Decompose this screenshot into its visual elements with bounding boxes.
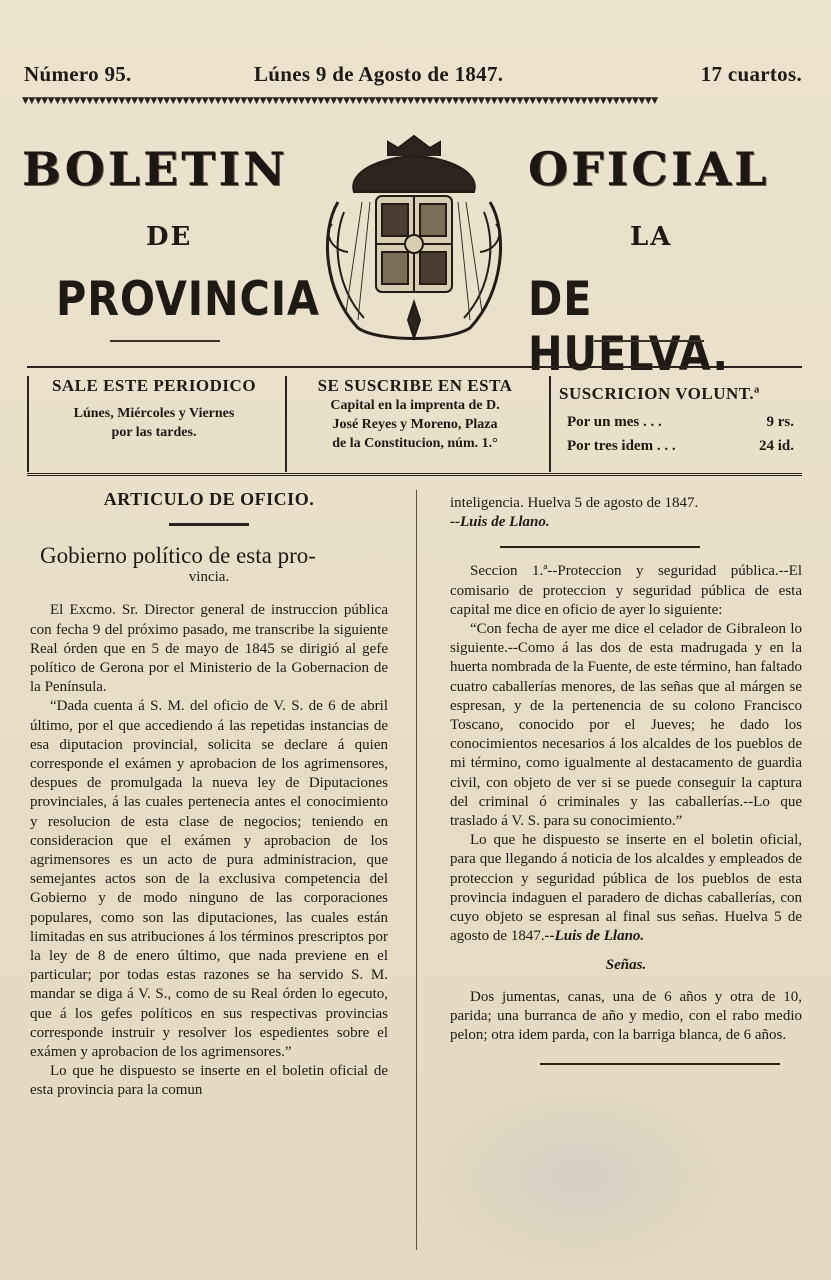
signature: --Luis de Llano.	[450, 514, 550, 531]
publication-schedule	[27, 376, 279, 472]
paragraph-text: --El comisario de proteccion y seguridad pública de esta capital me dice en oficio de ayer lo siguiente:	[450, 563, 802, 618]
paragraph: Lo que he dispuesto se inserte en el boletin oficial de esta provincia para la comun	[30, 1063, 388, 1099]
heading-rule	[169, 523, 249, 526]
paragraph-text: Lo que he dispuesto se inserte en el boletin oficial, para que llegando á noticia de los alcaldes y empleados de proteccion y seguridad pública de los pueblos de esta provincia indaguen el paradero de dichas caballerías, con cuyo objeto se espresan al final sus señas. Huelva 5 de agosto de 1847.	[450, 832, 802, 945]
paragraph: “Dada cuenta á S. M. del oficio de V. S. de 6 de abril último, por el que accediendo á las repetidas instancias de esa diputacion provincial, solicita se declare á quien corresponde el exámen y aprobacion de los agrimensores, despues de promulgada la nueva ley de Diputaciones provinciales, á las cuales pertenecia antes el conocimiento y resolucion de esta clase de negocios; teniendo en consideracion que el exámen y aprobacion de los agrimensores es un acto de pura administracion, que semejantes actos son de la exclusiva competencia del Gobierno y de modo ninguno de las corporaciones populares, como son las diputaciones, las cuales están limitadas en sus atribuciones á los términos prescriptos por la ley de 8 de enero último, que nada previene en el particular; por todas estas razones se ha servido S. M. mandar se diga á V. S., como de su Real órden lo egecuto, que á los gefes políticos en sus respectivas provincias corresponde instruir y resolver los espedientes sobre el exámen y aprobacion de los agrimensores.”	[30, 698, 388, 1061]
coat-of-arms-icon	[318, 132, 510, 346]
paragraph	[450, 562, 802, 620]
subscription-location	[285, 376, 543, 472]
paragraph: El Excmo. Sr. Director general de instruccion pública con fecha 9 del próximo pasado, me transcribe la siguiente Real órden que en 5 de mayo de 1845 se dirigió al gefe político de Gerona por el Ministerio de la Gobernacion de la Península.	[30, 602, 388, 696]
masthead-huelva: DE HUELVA.	[528, 272, 729, 382]
masthead-topline	[22, 62, 802, 90]
masthead-de: DE	[146, 222, 193, 252]
article-heading: ARTICULO DE OFICIO.	[103, 489, 315, 509]
location-title: SE SUSCRIBE EN ESTA	[317, 376, 513, 395]
masthead-provincia: PROVINCIA	[56, 272, 320, 327]
paper-stain	[430, 1080, 730, 1270]
schedule-time: por las tardes.	[111, 425, 197, 440]
left-column	[30, 486, 388, 1101]
paragraph: Dos jumentas, canas, una de 6 años y otra de 10, parida; una burranca de año y medio, con el rabo medio pelon; otra idem parda, con la barriga blanca, de 6 años.	[450, 988, 802, 1044]
schedule-title: SALE ESTE PERIODICO	[51, 376, 257, 395]
masthead-boletin: BOLETIN	[22, 142, 289, 196]
masthead-la: LA	[630, 222, 673, 252]
price-value: 9 rs.	[766, 414, 794, 430]
location-line: de la Constitucion, núm. 1.°	[332, 436, 498, 451]
paragraph-text: inteligencia. Huelva 5 de agosto de 1847.	[450, 495, 699, 511]
location-line: José Reyes y Moreno, Plaza	[332, 417, 498, 432]
section-lead: Seccion 1.ª--Proteccion y seguridad pública.	[470, 563, 779, 580]
paragraph	[450, 831, 802, 946]
issue-number: Número 95.	[24, 62, 132, 86]
section-title: Gobierno político de esta pro-	[40, 543, 316, 569]
flourish-left	[110, 340, 220, 346]
flourish-right	[594, 340, 704, 346]
price-label: Por tres idem . . .	[567, 438, 676, 454]
end-rule	[540, 1063, 780, 1065]
paragraph: “Con fecha de ayer me dice el celador de Gibraleon lo siguiente.--Como á las dos de esta madrugada y en la huerta nombrada de la Fuente, de este término, han faltado cuatro caballerías menores, de las señas que al márgen se espresan, y de la pertenencia de su colono Francisco Toscano, conocido por el Jueves; he dado los conocimientos necesarios á los alcaldes de los pueblos de mi término, como igualmente al destacamento de guardia civil, con objeto de ver si se puede conseguir la captura del criminal ó criminales y las caballerías.--Lo que traslado á V. S. para su conocimiento.”	[450, 621, 802, 830]
price-row	[559, 410, 794, 434]
issue-date: Lúnes 9 de Agosto de 1847.	[254, 62, 504, 86]
schedule-days: Lúnes, Miércoles y Viernes	[73, 406, 235, 421]
masthead-oficial: OFICIAL	[528, 142, 770, 196]
column-divider	[416, 490, 417, 1250]
senas-heading: Señas.	[605, 957, 647, 974]
location-line: Capital en la imprenta de D.	[330, 398, 500, 413]
ornamental-border: ▼▼▼▼▼▼▼▼▼▼▼▼▼▼▼▼▼▼▼▼▼▼▼▼▼▼▼▼▼▼▼▼▼▼▼▼▼▼▼▼▼▼▼▼▼▼▼▼▼▼▼▼▼▼▼▼▼▼▼▼▼▼▼▼▼▼▼▼▼▼▼▼▼▼▼▼▼▼▼▼▼▼▼▼▼▼▼▼▼▼▼▼▼▼▼▼▼▼▼	[22, 96, 658, 106]
signature: --Luis de Llano.	[544, 928, 645, 945]
subscription-box	[27, 366, 802, 476]
price-row	[559, 434, 794, 458]
issue-price: 17 cuartos.	[700, 62, 802, 86]
paragraph	[450, 494, 802, 532]
section-title-cont: vincia.	[188, 569, 230, 586]
price-value: 24 id.	[758, 438, 794, 454]
prices-title: SUSCRICION VOLUNT.ª	[559, 384, 760, 403]
price-label: Por un mes . . .	[567, 414, 662, 430]
right-column	[450, 494, 802, 1065]
section-separator	[500, 546, 700, 548]
subscription-prices	[549, 376, 802, 472]
